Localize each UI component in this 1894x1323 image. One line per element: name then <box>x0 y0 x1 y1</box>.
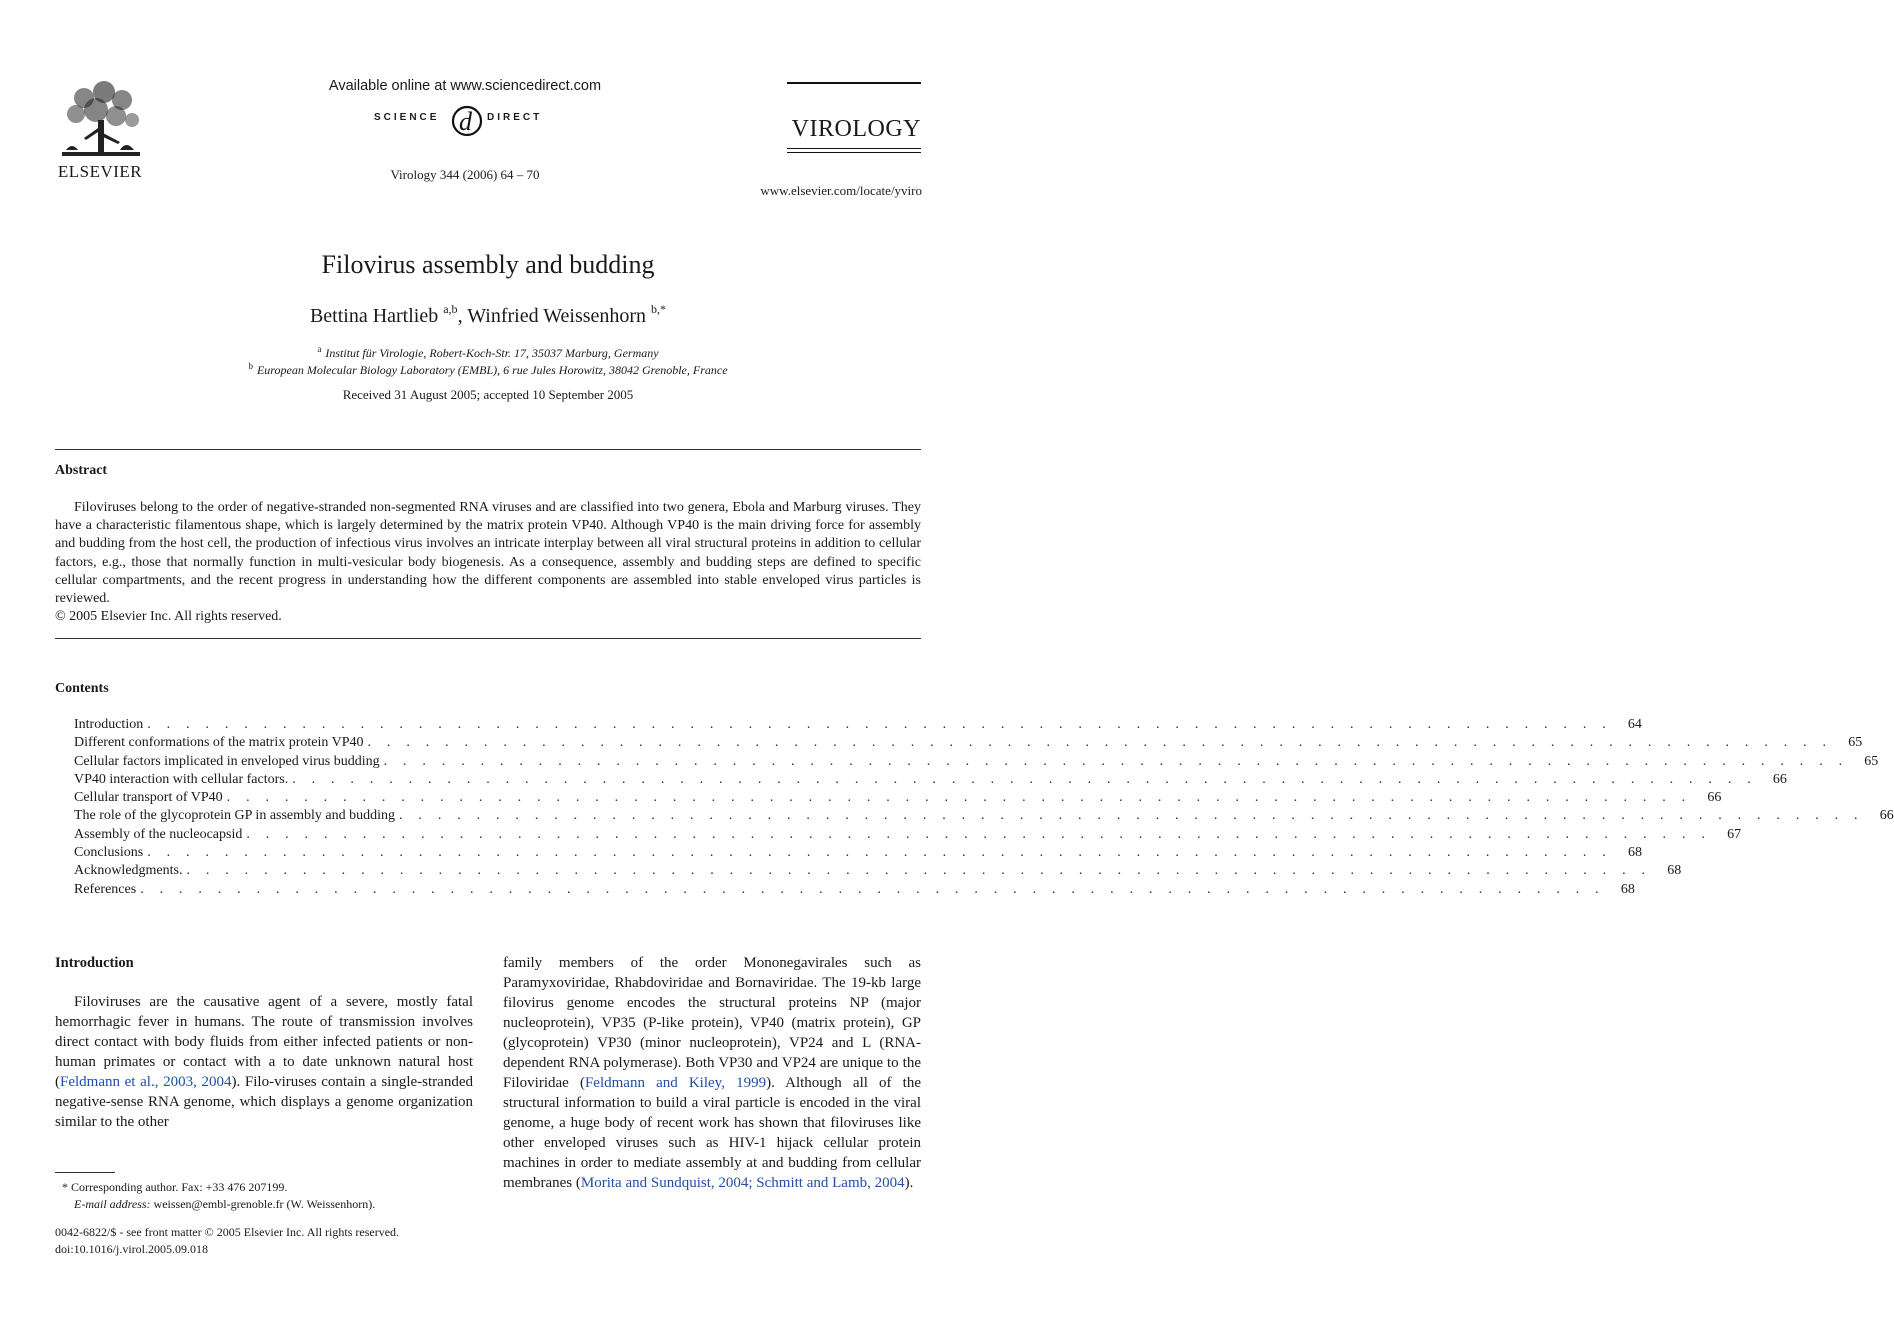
affiliation-text: Institut für Virologie, Robert-Koch-Str. 17, 35037 Marburg, Germany <box>325 346 659 360</box>
article-title: Filovirus assembly and budding <box>321 250 655 279</box>
body-text: ). <box>904 1175 914 1191</box>
sciencedirect-d-icon <box>450 100 486 138</box>
journal-name: VIROLOGY <box>791 116 921 142</box>
footnote-rule <box>55 1172 115 1173</box>
affiliation-mark: b <box>248 361 253 371</box>
author-name[interactable]: Winfried Weissenhorn <box>467 305 647 327</box>
author-name[interactable]: Bettina Hartlieb <box>309 305 439 327</box>
toc-label: The role of the glycoprotein GP in assembly and budding <box>74 808 396 824</box>
toc-leader: . . . . . . . . . . . . . . . . . . . . . . . . . . . . . . . . . . . . . . . . . . . . . . . . . . . . . . . . . . . . . . . . . . . . . . . . . . . . <box>186 863 1652 879</box>
toc-entry[interactable] <box>74 826 1742 845</box>
toc-page: 68 <box>1620 881 1635 897</box>
journal-url-link[interactable]: www.elsevier.com/locate/yviro <box>760 183 922 198</box>
body-text: ). Filo-viruses contain a single-stranded negative-sense RNA genome, which displays a genome organization similar to the other <box>55 1074 473 1130</box>
toc-entry[interactable] <box>74 771 1787 790</box>
abstract-body <box>55 499 921 608</box>
abstract-copyright: © 2005 Elsevier Inc. All rights reserved. <box>55 609 282 624</box>
contents-heading: Contents <box>55 681 109 696</box>
toc-leader: . . . . . . . . . . . . . . . . . . . . . . . . . . . . . . . . . . . . . . . . . . . . . . . . . . . . . . . . . . . . . . . . . . . . . . . . . . . . <box>226 790 1692 806</box>
toc-leader: . . . . . . . . . . . . . . . . . . . . . . . . . . . . . . . . . . . . . . . . . . . . . . . . . . . . . . . . . . . . . . . . . . . . . . . . . . . . <box>399 808 1864 824</box>
toc-label: Conclusions <box>74 845 144 861</box>
author-affiliation-mark: b,* <box>651 302 667 316</box>
affiliation-mark: a <box>317 344 322 354</box>
publisher-name: ELSEVIER <box>57 162 143 181</box>
journal-rule-bottom-thin <box>787 152 921 153</box>
toc-leader: . . . . . . . . . . . . . . . . . . . . . . . . . . . . . . . . . . . . . . . . . . . . . . . . . . . . . . . . . . . . . . . . . . . . . . . . . . . . <box>140 881 1605 897</box>
toc-leader: . . . . . . . . . . . . . . . . . . . . . . . . . . . . . . . . . . . . . . . . . . . . . . . . . . . . . . . . . . . . . . . . . . . . . . . . . . . . <box>292 771 1757 787</box>
divider <box>55 449 921 450</box>
toc-leader: . . . . . . . . . . . . . . . . . . . . . . . . . . . . . . . . . . . . . . . . . . . . . . . . . . . . . . . . . . . . . . . . . . . . . . . . . . . . <box>367 735 1833 751</box>
toc-entry[interactable] <box>74 808 1894 826</box>
toc-page: 68 <box>1667 863 1682 879</box>
issn-note: 0042-6822/$ - see front matter © 2005 Elsevier Inc. All rights reserved. <box>55 1225 400 1239</box>
toc-leader: . . . . . . . . . . . . . . . . . . . . . . . . . . . . . . . . . . . . . . . . . . . . . . . . . . . . . . . . . . . . . . . . . . . . . . . . . . . . <box>147 717 1612 732</box>
body-column-right <box>503 953 921 1193</box>
toc-page: 65 <box>1864 753 1879 769</box>
body-text: ). Although all of the structural information to build a viral particle is encoded in the viral genome, a huge body of recent work has shown that filoviruses like other enveloped viruses such as HIV-1 hijack cellular protein machines in order to mediate assembly at and budding from cellular membranes ( <box>503 1075 921 1191</box>
toc-page: 64 <box>1627 717 1642 732</box>
author-affiliation-mark: a,b <box>443 302 458 316</box>
toc-entry[interactable] <box>74 717 1642 735</box>
table-of-contents <box>74 717 1894 900</box>
affiliation <box>60 361 916 378</box>
affiliation <box>60 344 916 361</box>
body-paragraph <box>55 992 473 1132</box>
toc-entry[interactable] <box>74 845 1642 863</box>
toc-leader: . . . . . . . . . . . . . . . . . . . . . . . . . . . . . . . . . . . . . . . . . . . . . . . . . . . . . . . . . . . . . . . . . . . . . . . . . . . . <box>147 845 1612 861</box>
doi-link[interactable]: doi:10.1016/j.virol.2005.09.018 <box>55 1242 208 1256</box>
svg-text:d: d <box>459 107 472 136</box>
journal-rule-bottom <box>787 148 921 149</box>
toc-entry[interactable] <box>74 881 1635 900</box>
citation-link[interactable]: Morita and Sundquist, 2004; Schmitt and Lamb, 2004 <box>580 1175 905 1191</box>
toc-label: Different conformations of the matrix protein VP40 <box>74 735 364 751</box>
received-dates: Received 31 August 2005; accepted 10 September 2005 <box>342 387 634 402</box>
toc-leader: . . . . . . . . . . . . . . . . . . . . . . . . . . . . . . . . . . . . . . . . . . . . . . . . . . . . . . . . . . . . . . . . . . . . . . . . . . . . <box>246 826 1712 842</box>
sciencedirect-wordmark-right: DIRECT <box>487 112 543 123</box>
toc-label: Cellular transport of VP40 <box>74 790 223 806</box>
corresponding-author-note: * Corresponding author. Fax: +33 476 207199. <box>62 1180 288 1194</box>
toc-label: References <box>74 881 137 897</box>
author-separator: , <box>457 305 468 327</box>
toc-page: 66 <box>1772 771 1787 787</box>
toc-label: Assembly of the nucleocapsid <box>74 826 243 842</box>
toc-page: 65 <box>1848 735 1863 751</box>
toc-label: VP40 interaction with cellular factors. <box>74 771 289 787</box>
toc-label: Cellular factors implicated in enveloped virus budding <box>74 753 380 769</box>
journal-citation: Virology 344 (2006) 64 – 70 <box>390 167 540 182</box>
toc-page: 66 <box>1707 790 1722 806</box>
body-paragraph <box>503 953 921 1193</box>
citation-link[interactable]: Feldmann et al., 2003, 2004 <box>60 1074 232 1090</box>
toc-entry[interactable] <box>74 753 1879 772</box>
citation-link[interactable]: Feldmann and Kiley, 1999 <box>584 1075 767 1091</box>
abstract-heading: Abstract <box>55 463 108 478</box>
toc-page: 66 <box>1879 808 1894 824</box>
toc-label: Introduction <box>74 717 144 732</box>
affiliation-text: European Molecular Biology Laboratory (EMBL), 6 rue Jules Horowitz, 38042 Grenoble, France <box>256 363 728 377</box>
body-text: Filoviruses are the causative agent of a severe, mostly fatal hemorrhagic fever in humans. The route of transmission involves direct contact with body fluids from either infected patients or non-human primates or contact with a to date unknown natural host ( <box>55 994 473 1090</box>
toc-entry[interactable] <box>74 863 1682 881</box>
email-link[interactable]: weissen@embl-grenoble.fr (W. Weissenhorn). <box>153 1197 376 1211</box>
toc-entry[interactable] <box>74 735 1863 753</box>
email-label: E-mail address: <box>74 1197 151 1211</box>
toc-label: Acknowledgments. <box>74 863 183 879</box>
introduction-heading: Introduction <box>55 955 134 971</box>
toc-page: 68 <box>1627 845 1642 861</box>
abstract-text: Filoviruses belong to the order of negative-stranded non-segmented RNA viruses and are classified into two genera, Ebola and Marburg viruses. They have a characteristic filamentous shape, which is largely determined by the matrix protein VP40. Although VP40 is the main driving force for assembly and budding from the host cell, the production of infectious virus involves an intricate interplay between all viral structural proteins in addition to cellular factors, e.g., those that normally function in multi-vesicular body biogenesis. As a consequence, assembly and budding steps are defined to specific cellular compartments, and the recent progress in understanding how the different components are assembled into stable enveloped virus particles is reviewed. <box>55 500 921 607</box>
toc-entry[interactable] <box>74 790 1722 808</box>
email-note <box>74 1197 375 1212</box>
author-list <box>100 302 876 328</box>
divider <box>55 638 921 639</box>
sciencedirect-wordmark-left: SCIENCE <box>374 112 440 123</box>
toc-page: 67 <box>1727 826 1742 842</box>
available-online-link[interactable]: Available online at www.sciencedirect.com <box>328 78 602 94</box>
journal-rule-top <box>787 82 921 84</box>
body-column-left <box>55 992 473 1132</box>
body-text: family members of the order Mononegavirales such as Paramyxoviridae, Rhabdoviridae and Bornaviridae. The 19-kb large filovirus genome encodes the structural proteins NP (major nucleoprotein), VP35 (P-like protein), VP40 (matrix protein), GP (glycoprotein) VP30 (minor nucleoprotein), VP24 and L (RNA-dependent RNA polymerase). Both VP30 and VP24 are unique to the Filoviridae ( <box>503 955 921 1091</box>
toc-leader: . . . . . . . . . . . . . . . . . . . . . . . . . . . . . . . . . . . . . . . . . . . . . . . . . . . . . . . . . . . . . . . . . . . . . . . . . . . . <box>383 753 1849 769</box>
